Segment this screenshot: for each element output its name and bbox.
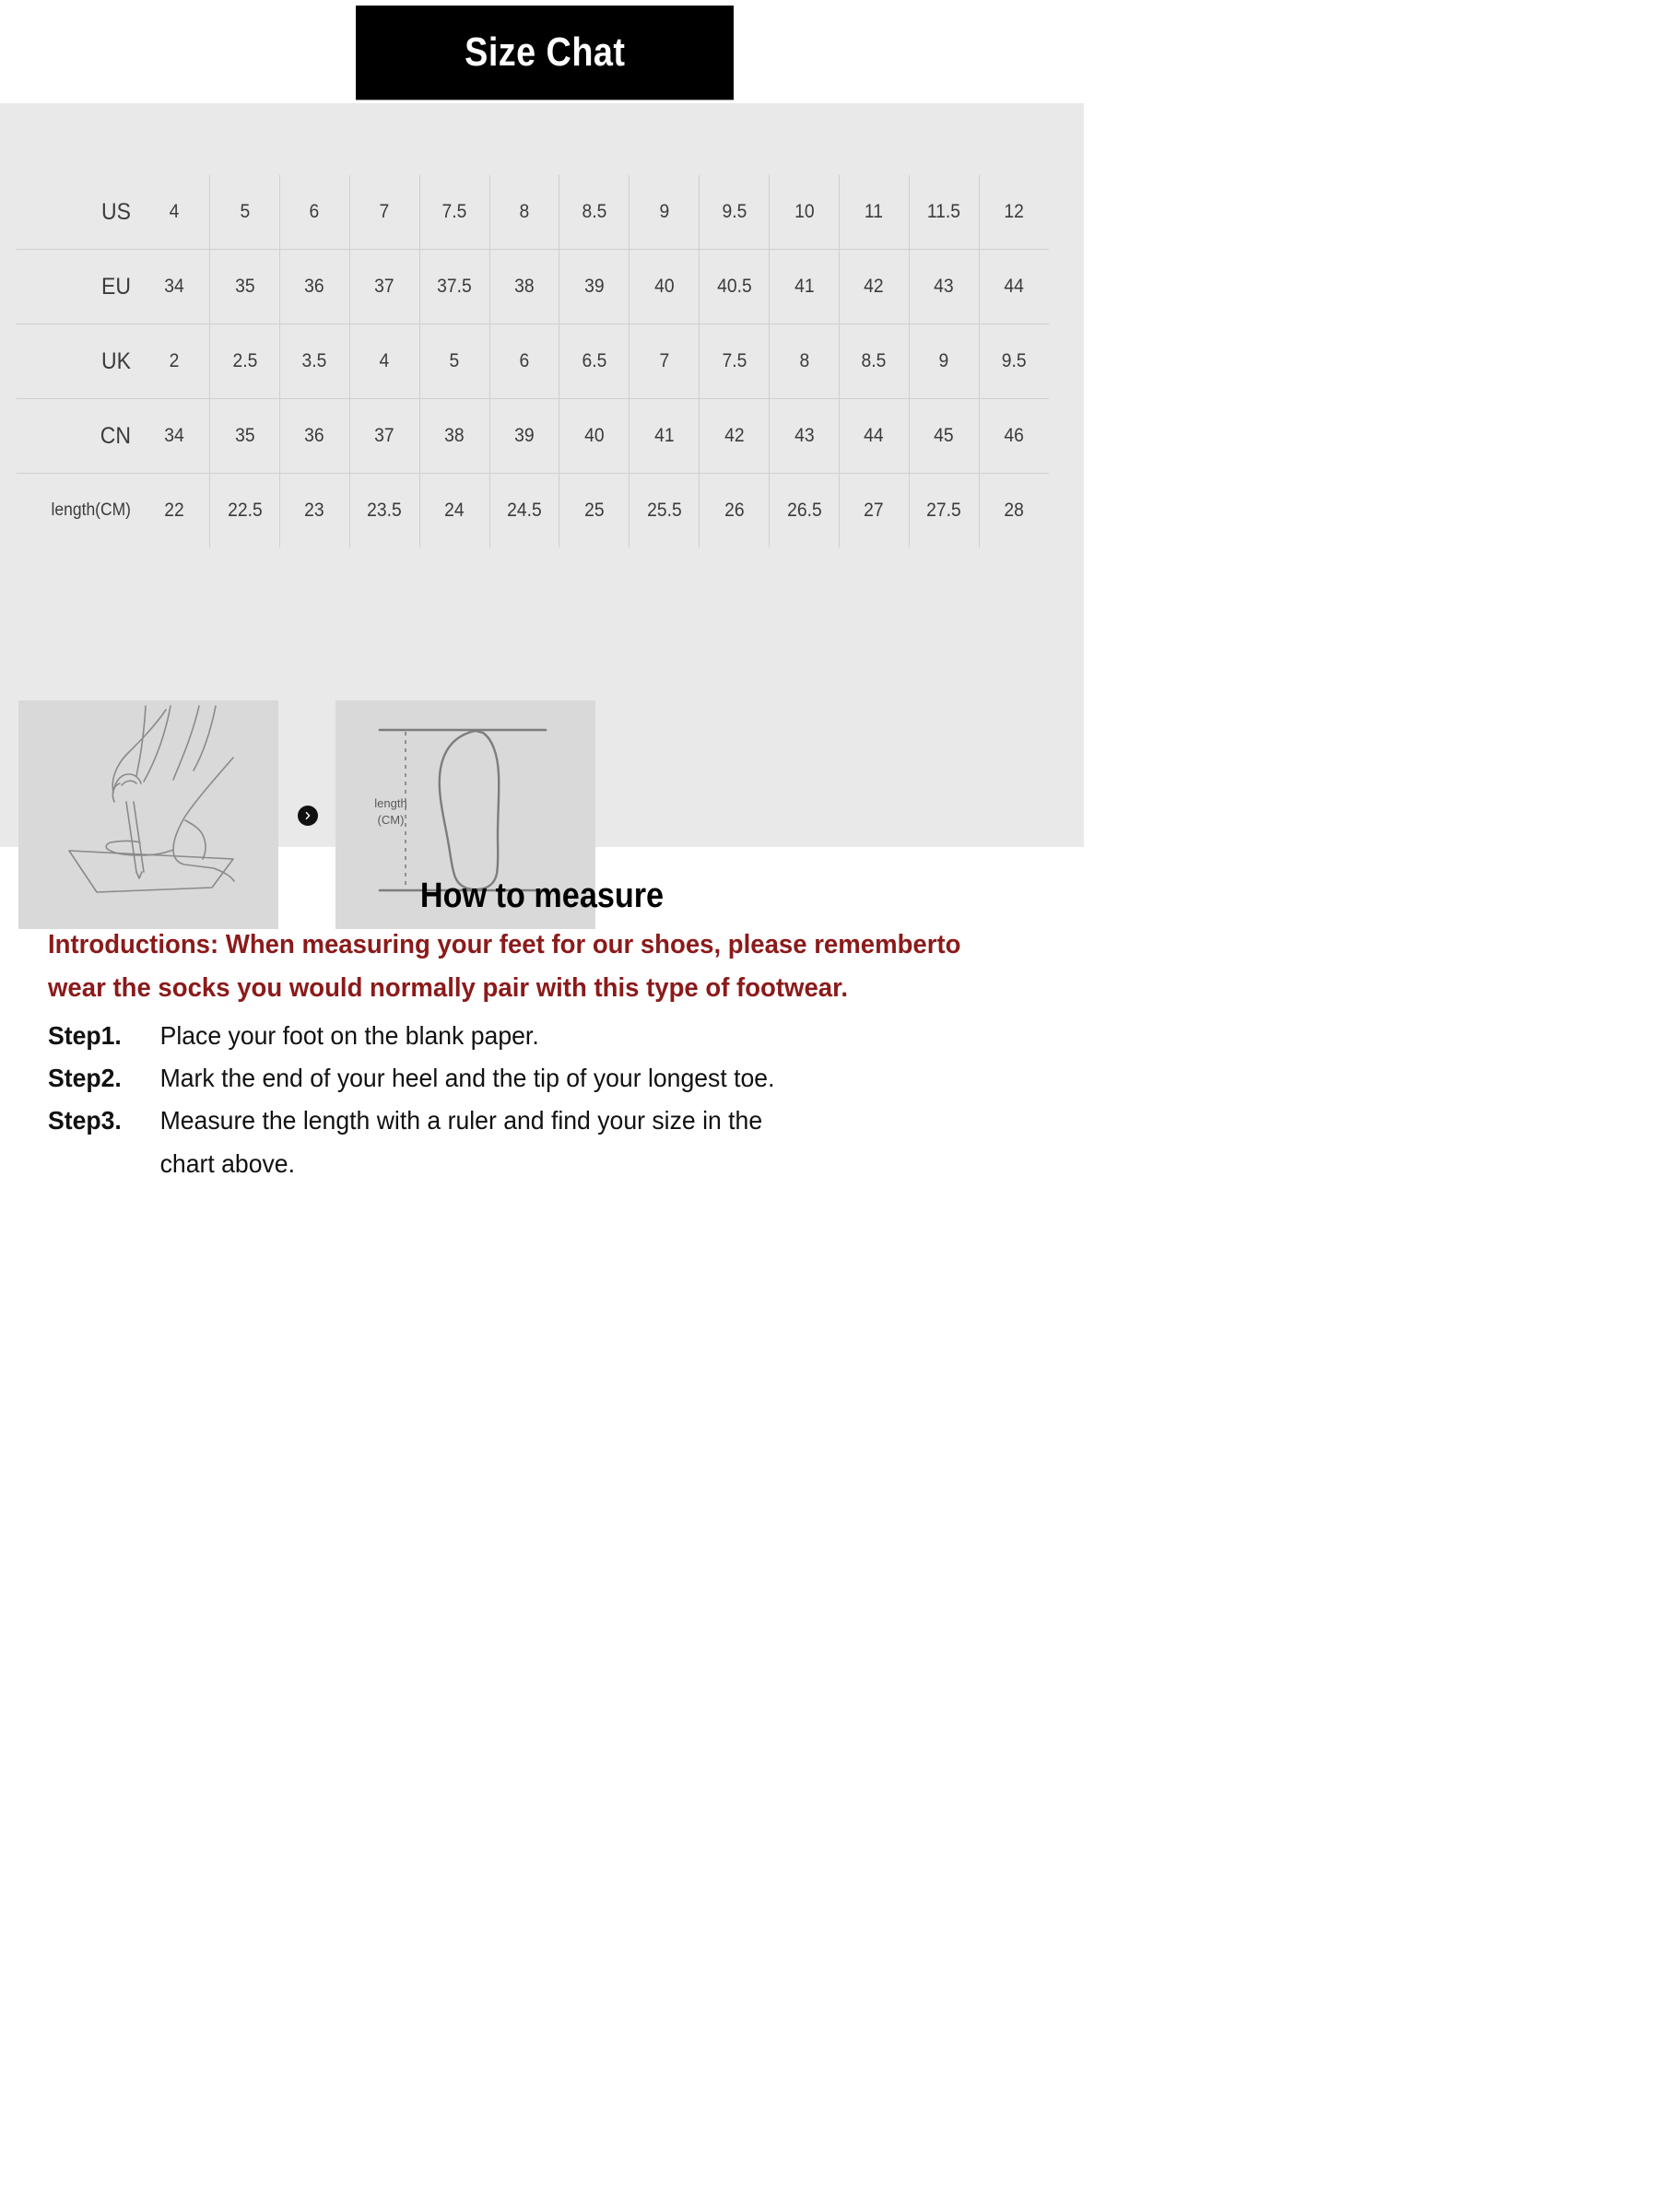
step-2	[48, 1058, 1001, 1099]
cell-cn-0: 34	[142, 399, 206, 474]
table-row	[17, 474, 1049, 548]
row-label-uk: UK	[21, 324, 134, 399]
cell-uk-2: 3.5	[282, 324, 347, 399]
cell-cn-2: 36	[282, 399, 347, 474]
cell-length-8: 26	[702, 474, 767, 548]
cell-cn-3: 37	[352, 399, 417, 474]
cell-length-1: 22.5	[213, 474, 277, 548]
cell-us-1: 5	[213, 175, 277, 250]
cell-length-6: 25	[562, 474, 627, 548]
cell-length-10: 27	[841, 474, 906, 548]
size-chart-panel	[0, 103, 1084, 847]
step-1-label: Step1.	[48, 1020, 122, 1050]
row-label-us: US	[21, 175, 134, 250]
cell-us-8: 9.5	[702, 175, 767, 250]
cell-us-4: 7.5	[422, 175, 487, 250]
cell-uk-10: 8.5	[841, 324, 906, 399]
table-row	[17, 175, 1049, 250]
cell-uk-1: 2.5	[213, 324, 277, 399]
cell-cn-7: 41	[632, 399, 697, 474]
cell-cn-11: 45	[912, 399, 976, 474]
length-label-line1: length	[374, 796, 407, 810]
cell-length-0: 22	[142, 474, 206, 548]
page-title: Size Chat	[464, 29, 626, 75]
cell-uk-6: 6.5	[562, 324, 627, 399]
how-to-measure-heading: How to measure	[419, 877, 665, 915]
step-3	[48, 1100, 1001, 1141]
cell-length-4: 24	[422, 474, 487, 548]
title-section	[0, 0, 1084, 103]
cell-eu-5: 38	[492, 250, 557, 324]
cell-us-12: 12	[982, 175, 1046, 250]
cell-uk-3: 4	[352, 324, 417, 399]
cell-us-5: 8	[492, 175, 557, 250]
cell-eu-8: 40.5	[702, 250, 767, 324]
cell-eu-0: 34	[142, 250, 206, 324]
table-row	[17, 250, 1049, 324]
cell-us-0: 4	[142, 175, 206, 250]
introduction-text: Introductions: When measuring your feet for our shoes, please rememberto wear the socks you would normally pair with this type of footwear.	[48, 930, 961, 1003]
cell-eu-3: 37	[352, 250, 417, 324]
step-3-label: Step3.	[48, 1106, 122, 1135]
cell-eu-12: 44	[982, 250, 1046, 324]
cell-uk-9: 8	[772, 324, 837, 399]
cell-eu-9: 41	[772, 250, 837, 324]
cell-us-6: 8.5	[562, 175, 627, 250]
row-label-eu: EU	[21, 250, 134, 324]
cell-length-9: 26.5	[772, 474, 837, 548]
step-2-label: Step2.	[48, 1064, 122, 1093]
table-row	[17, 399, 1049, 474]
cell-uk-11: 9	[912, 324, 976, 399]
row-label-cn: CN	[21, 399, 134, 474]
cell-uk-12: 9.5	[982, 324, 1046, 399]
cell-us-2: 6	[282, 175, 347, 250]
cell-eu-4: 37.5	[422, 250, 487, 324]
cell-us-11: 11.5	[912, 175, 976, 250]
cell-length-12: 28	[1004, 500, 1025, 521]
cell-length-7: 25.5	[632, 474, 697, 548]
page-bottom-spacer	[0, 1186, 1084, 1241]
table-row	[17, 324, 1049, 399]
cell-eu-10: 42	[841, 250, 906, 324]
cell-length-11: 27.5	[912, 474, 976, 548]
size-chart-title-banner	[356, 6, 734, 100]
chevron-right-icon	[303, 811, 312, 820]
row-label-length-cm: length(CM)	[51, 500, 131, 520]
cell-eu-11: 43	[912, 250, 976, 324]
cell-us-7: 9	[632, 175, 697, 250]
cell-length-2: 23	[282, 474, 347, 548]
next-arrow-button[interactable]	[298, 806, 318, 826]
cell-cn-9: 43	[772, 399, 837, 474]
size-table-container	[0, 103, 1084, 547]
cell-cn-10: 44	[841, 399, 906, 474]
cell-eu-1: 35	[213, 250, 277, 324]
step-3-text: Measure the length with a ruler and find your size in the	[159, 1106, 763, 1135]
step-3-continuation: chart above.	[159, 1148, 296, 1178]
cell-us-3: 7	[352, 175, 417, 250]
cell-cn-6: 40	[562, 399, 627, 474]
cell-uk-0: 2	[142, 324, 206, 399]
cell-uk-8: 7.5	[702, 324, 767, 399]
cell-uk-5: 6	[492, 324, 557, 399]
how-to-measure-section	[0, 847, 1084, 1184]
cell-cn-5: 39	[492, 399, 557, 474]
step-1-text: Place your foot on the blank paper.	[159, 1020, 539, 1050]
cell-length-3: 23.5	[352, 474, 417, 548]
cell-length-5: 24.5	[492, 474, 557, 548]
cell-eu-6: 39	[562, 250, 627, 324]
cell-us-10: 11	[841, 175, 906, 250]
length-label-line2: (CM)	[377, 813, 405, 827]
cell-cn-4: 38	[422, 399, 487, 474]
step-2-text: Mark the end of your heel and the tip of your longest toe.	[159, 1064, 775, 1093]
step-1	[48, 1016, 1001, 1056]
cell-uk-4: 5	[422, 324, 487, 399]
size-conversion-table	[17, 175, 1049, 547]
cell-us-9: 10	[772, 175, 837, 250]
cell-eu-7: 40	[632, 250, 697, 324]
cell-cn-1: 35	[213, 399, 277, 474]
cell-cn-12: 46	[982, 399, 1046, 474]
cell-uk-7: 7	[632, 324, 697, 399]
cell-cn-8: 42	[702, 399, 767, 474]
cell-eu-2: 36	[282, 250, 347, 324]
